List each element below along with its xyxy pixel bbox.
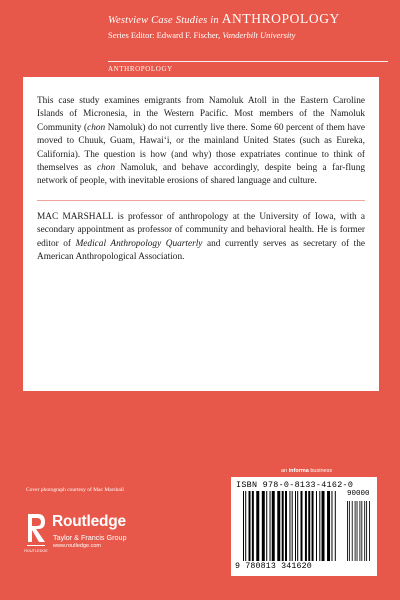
barcode-bar [245, 491, 246, 561]
barcode-bar [308, 491, 310, 561]
barcode-bar [289, 491, 290, 561]
barcode-bar [359, 501, 360, 561]
barcode-bar [277, 491, 280, 561]
barcode-area [231, 477, 377, 576]
description-text-a: This case study examines emigrants from Namoluk Atoll in the Eastern Caroline Islands of Micronesia, in the Western Pacific. Most members of the Namoluk Community ( [37, 96, 365, 133]
routledge-logo-icon [26, 512, 46, 554]
barcode-bar [297, 491, 298, 561]
publisher-block [26, 512, 216, 558]
barcode-bar [312, 491, 314, 561]
barcode-bar [301, 491, 303, 561]
barcode-bar [292, 491, 293, 561]
informa-tagline [281, 468, 332, 474]
series-title-main: ANTHROPOLOGY [221, 11, 340, 26]
barcode-bar [331, 491, 332, 561]
series-header [108, 12, 388, 41]
barcode-bar [249, 491, 251, 561]
barcode-bar [347, 501, 348, 561]
barcode-bar [357, 501, 358, 561]
barcode-bar [335, 491, 336, 561]
author-bio-text-b: and currently serves as secretary of the American Anthropological Association. [37, 238, 365, 263]
description-box [23, 77, 379, 391]
series-editor-prefix: Series Editor: Edward F. Fischer, [108, 30, 223, 40]
barcode-bar [243, 491, 244, 561]
barcode-bar [369, 501, 370, 561]
barcode-bar [355, 501, 356, 561]
series-editor [108, 29, 388, 41]
author-bio-text-a: MAC MARSHALL is professor of anthropology at the University of Iowa, with a secondary appointment as professor of community and behavioral health. He is former editor of [37, 211, 365, 249]
publisher-name: Routledge [52, 513, 126, 530]
barcode-bar [322, 491, 325, 561]
barcode-bar [305, 491, 307, 561]
box-divider [37, 200, 365, 201]
barcode-bar [252, 491, 254, 561]
publisher-url: www.routledge.com [53, 543, 101, 549]
publisher-group: Taylor & Francis Group [53, 533, 127, 542]
barcode-bar [266, 491, 267, 561]
description-text-b: Namoluk) do not currently live there. Some 60 percent of them have moved to Chuuk, Guam, Hawai‘i, or the mainland United States (such as Eureka, California). The question is how (and why) those expatriates continue to think of themselves as [37, 122, 365, 174]
description-term-2: chon [96, 163, 116, 174]
informa-prefix: an [281, 468, 289, 474]
series-editor-affiliation: Vanderbilt University [222, 30, 296, 40]
barcode-bar [366, 501, 367, 561]
category-label: ANTHROPOLOGY [108, 65, 173, 73]
barcode-bar [361, 501, 362, 561]
photo-credit: Cover photograph courtesy of Mac Marshall [26, 487, 124, 493]
barcode-bar [282, 491, 284, 561]
isbn-text: ISBN 978-0-8133-4162-0 [236, 480, 354, 490]
barcode-bar [327, 491, 330, 561]
series-title [108, 12, 388, 28]
price-code: 90000 [347, 490, 370, 498]
barcode-bar [270, 491, 271, 561]
barcode-bar [316, 491, 317, 561]
barcode-bar [319, 491, 320, 561]
barcode-digits: 9 780813 341620 [235, 562, 312, 571]
description-term-1: chon [87, 122, 106, 133]
barcode-bar [349, 501, 350, 561]
barcode-bar [272, 491, 275, 561]
author-bio-journal: Medical Anthropology Quarterly [75, 238, 203, 249]
series-title-prefix: Westview Case Studies in [108, 15, 222, 26]
informa-suffix: business [308, 468, 333, 474]
barcode-bar [285, 491, 287, 561]
header-divider [108, 61, 388, 62]
barcode-bar [262, 491, 265, 561]
svg-text:ROUTLEDGE: ROUTLEDGE [24, 549, 48, 553]
barcode-bar [256, 491, 259, 561]
barcode-bar [364, 501, 365, 561]
book-description [37, 95, 365, 189]
barcode-bar [352, 501, 353, 561]
author-bio [37, 211, 365, 265]
informa-brand: informa [288, 468, 309, 474]
barcode-bar [295, 491, 296, 561]
description-text-c: Namoluk, and behave accordingly, despite being a far-flung network of people, with inevitable erosions of shared language and culture. [37, 163, 365, 187]
